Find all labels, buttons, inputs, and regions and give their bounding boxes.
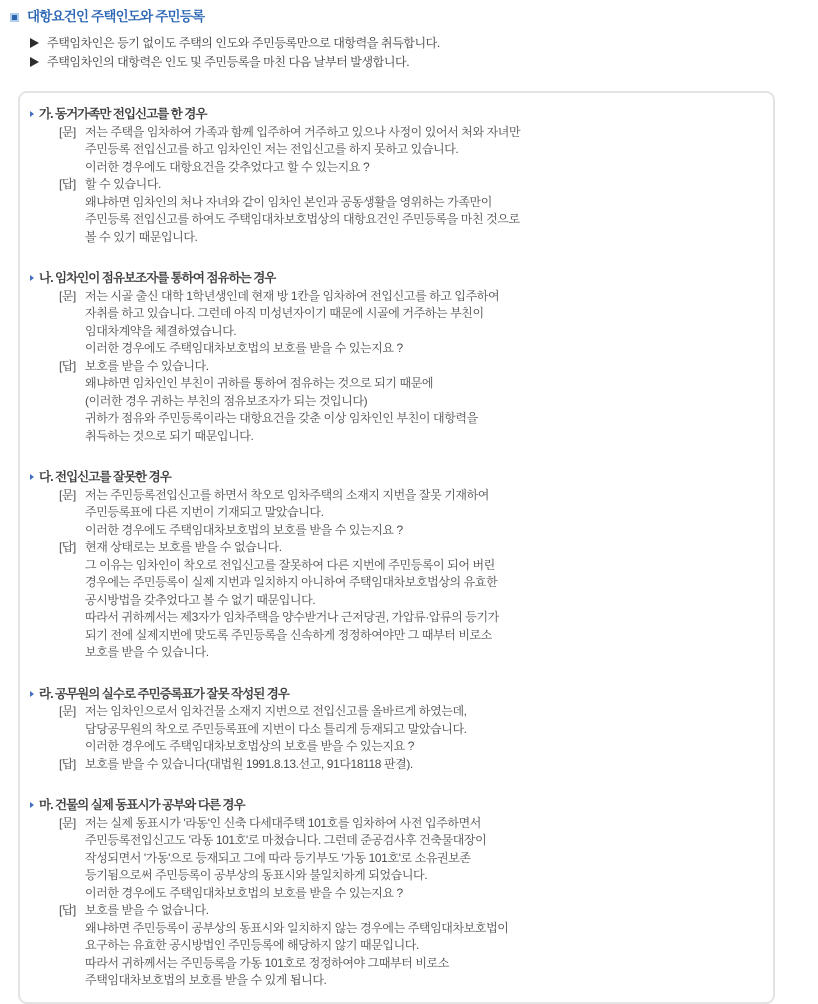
qa-line: 그 이유는 임차인이 착오로 전입신고를 잘못하여 다른 지번에 주민등록이 되어 버린	[85, 557, 495, 572]
section-heading: 라. 공무원의 실수로 주민증록표가 잘못 작성된 경우	[39, 686, 289, 701]
answer-block	[59, 176, 757, 246]
page-title: 대항요건인 주택인도와 주민등록	[27, 9, 205, 24]
qa-line: 저는 시골 출신 대학 1학년생인데 현재 방 1칸을 임차하여 전입신고를 하고 입주하여	[85, 288, 500, 303]
intro-bullet-row	[30, 33, 818, 52]
question-label: [문]	[59, 288, 76, 303]
answer-block	[59, 539, 757, 662]
qa-section	[30, 469, 757, 662]
intro-bullet-row	[30, 52, 818, 71]
answer-lines	[85, 902, 757, 990]
answer-label: [답]	[59, 358, 76, 373]
qa-line: 이러한 경우에도 대항요건을 갖추었다고 할 수 있는지요 ?	[85, 159, 370, 174]
answer-label: [답]	[59, 540, 76, 554]
arrow-bullet-icon	[30, 802, 34, 808]
qa-line: (이러한 경우 귀하는 부친의 점유보조자가 되는 것입니다)	[85, 393, 368, 408]
question-block	[59, 288, 757, 358]
qa-line: 이러한 경우에도 주택임대차보호법의 보호를 받을 수 있는지요 ?	[85, 522, 403, 537]
answer-lines	[85, 539, 757, 662]
qa-line: 보호를 받을 수 없습니다.	[85, 903, 209, 917]
question-block	[59, 487, 757, 540]
qa-sections	[30, 106, 757, 990]
intro-bullets	[30, 33, 818, 71]
qa-line: 보호를 받을 수 있습니다(대법원 1991.8.13.선고, 91다18118 판결).	[85, 756, 413, 771]
qa-line: 따라서 귀하께서는 주민등록을 가동 101호로 정정하여야 그때부터 비로소	[85, 955, 449, 970]
qa-line: 저는 실제 동표시가 '라동'인 신축 다세대주택 101호를 임차하여 사전 입주하면서	[85, 815, 481, 830]
qa-section	[30, 270, 757, 445]
qa-line: 현재 상태로는 보호를 받을 수 없습니다.	[85, 540, 282, 554]
qa-line: 왜냐하면 주민등록이 공부상의 동표시와 일치하지 않는 경우에는 주택임대차보호법이	[85, 920, 509, 935]
answer-lines	[85, 358, 757, 446]
question-label: [문]	[59, 815, 76, 830]
page-title-row	[0, 0, 818, 25]
section-heading-row	[30, 469, 757, 487]
question-block	[59, 703, 757, 756]
qa-line: 이러한 경우에도 주택임대차보호법상의 보호를 받을 수 있는지요 ?	[85, 739, 414, 753]
qa-line: 요구하는 유효한 공시방법인 주민등록에 해당하지 않기 때문입니다.	[85, 938, 419, 952]
section-heading: 가. 동거가족만 전입신고를 한 경우	[39, 107, 207, 121]
qa-line: 저는 주택을 임차하여 가족과 함께 입주하여 거주하고 있으나 사정이 있어서 처와 자녀만	[85, 124, 521, 139]
qa-line: 작성되면서 '가동'으로 등재되고 그에 따라 등기부도 '가동 101호'로 소유권보존	[85, 850, 471, 865]
arrow-bullet-icon	[30, 691, 34, 697]
section-heading-row	[30, 797, 757, 815]
qa-line: 왜냐하면 임차인인 부친이 귀하를 통하여 점유하는 것으로 되기 때문에	[85, 376, 434, 390]
qa-line: 보호를 받을 수 있습니다.	[85, 645, 209, 659]
qa-line: 이러한 경우에도 주택임대차보호법의 보호를 받을 수 있는지요 ?	[85, 885, 403, 900]
section-heading-row	[30, 270, 757, 288]
qa-line: 담당공무원의 착오로 주민등록표에 지번이 다소 틀리게 등재되고 말았습니다.	[85, 721, 467, 736]
triangle-bullet-icon	[30, 57, 39, 67]
qa-line: 주택임대차보호법의 보호를 받을 수 있게 됩니다.	[85, 973, 327, 987]
intro-bullet-text: 주택임차인의 대항력은 인도 및 주민등록을 마친 다음 날부터 발생합니다.	[47, 55, 410, 69]
qa-box	[18, 91, 775, 1004]
qa-line: 자취를 하고 있습니다. 그런데 아직 미성년자이기 때문에 시골에 거주하는 부친이	[85, 306, 484, 320]
arrow-bullet-icon	[30, 111, 34, 117]
question-label: [문]	[59, 704, 76, 718]
qa-line: 볼 수 있기 때문입니다.	[85, 229, 198, 244]
qa-line: 보호를 받을 수 있습니다.	[85, 358, 209, 373]
question-lines	[85, 288, 757, 358]
qa-line: 주민등록 전입신고를 하여도 주택임대차보호법상의 대항요건인 주민등록을 마친 것으로	[85, 212, 520, 226]
triangle-bullet-icon	[30, 38, 39, 48]
qa-section	[30, 106, 757, 246]
answer-lines	[85, 756, 757, 774]
qa-section	[30, 686, 757, 774]
qa-line: 이러한 경우에도 주택임대차보호법의 보호를 받을 수 있는지요 ?	[85, 341, 403, 355]
qa-line: 공시방법을 갖추었다고 볼 수 없기 때문입니다.	[85, 592, 316, 607]
qa-line: 귀하가 점유와 주민등록이라는 대항요건을 갖춘 이상 임차인인 부친이 대항력을	[85, 411, 478, 425]
question-label: [문]	[59, 124, 76, 139]
qa-line: 등기됨으로써 주민등록이 공부상의 동표시와 불일치하게 되었습니다.	[85, 868, 428, 882]
section-heading: 나. 임차인이 점유보조자를 통하여 점유하는 경우	[39, 271, 276, 285]
question-lines	[85, 124, 757, 177]
question-lines	[85, 487, 757, 540]
qa-line: 되기 전에 실제지번에 맞도록 주민등록을 신속하게 정정하여야만 그 때부터 비로소	[85, 627, 492, 642]
answer-label: [답]	[59, 756, 76, 771]
answer-label: [답]	[59, 903, 76, 917]
answer-block	[59, 902, 757, 990]
qa-line: 저는 주민등록전입신고를 하면서 착오로 임차주택의 소재지 지번을 잘못 기재하여	[85, 487, 490, 502]
question-block	[59, 815, 757, 903]
question-lines	[85, 703, 757, 756]
qa-line: 주민등록 전입신고를 하고 임차인인 저는 전입신고를 하지 못하고 있습니다.	[85, 142, 459, 156]
qa-line: 저는 임차인으로서 임차건물 소재지 지번으로 전입신고를 올바르게 하였는데,	[85, 704, 467, 718]
answer-lines	[85, 176, 757, 246]
qa-line: 취득하는 것으로 되기 때문입니다.	[85, 428, 254, 443]
section-heading-row	[30, 106, 757, 124]
qa-line: 왜냐하면 임차인의 처나 자녀와 같이 임차인 본인과 공동생활을 영위하는 가족만이	[85, 194, 492, 209]
qa-line: 주민등록전입신고도 '라동 101호'로 마쳤습니다. 그런데 준공검사후 건축물대장이	[85, 833, 487, 847]
question-lines	[85, 815, 757, 903]
intro-bullet-text: 주택임차인은 등기 없이도 주택의 인도와 주민등록만으로 대항력을 취득합니다.	[47, 36, 440, 50]
section-heading: 마. 건물의 실제 동표시가 공부와 다른 경우	[39, 798, 245, 812]
arrow-bullet-icon	[30, 474, 34, 480]
qa-line: 경우에는 주민등록이 실제 지번과 일치하지 아니하여 주택임대차보호법상의 유효한	[85, 575, 498, 589]
answer-label: [답]	[59, 177, 76, 191]
question-label: [문]	[59, 487, 76, 502]
square-bullet-icon	[10, 13, 19, 22]
qa-line: 할 수 있습니다.	[85, 177, 161, 191]
qa-line: 임대차계약을 체결하였습니다.	[85, 323, 237, 338]
answer-block	[59, 358, 757, 446]
qa-line: 따라서 귀하께서는 제3자가 임차주택을 양수받거나 근저당권, 가압류·압류의 등기가	[85, 610, 499, 624]
arrow-bullet-icon	[30, 275, 34, 281]
section-heading-row	[30, 686, 757, 704]
question-block	[59, 124, 757, 177]
qa-section	[30, 797, 757, 990]
section-heading: 다. 전입신고를 잘못한 경우	[39, 470, 171, 484]
answer-block	[59, 756, 757, 774]
qa-line: 주민등록표에 다른 지번이 기재되고 말았습니다.	[85, 505, 324, 519]
